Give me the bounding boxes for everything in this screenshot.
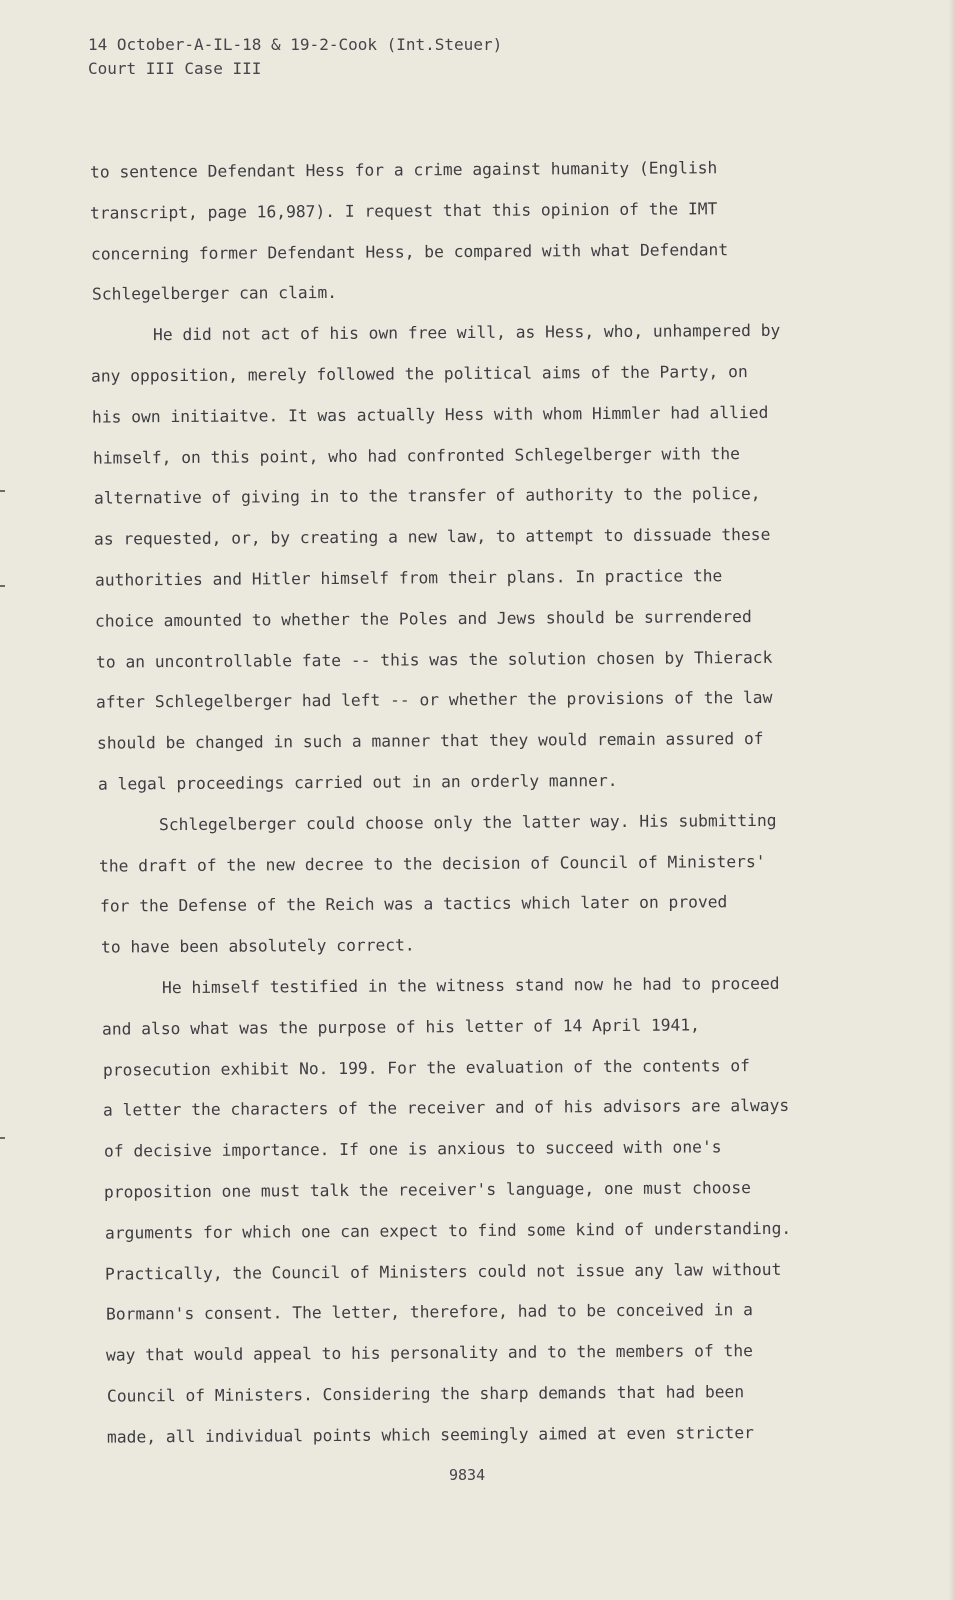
text-line: proposition one must talk the receiver's language, one must choose bbox=[103, 1177, 752, 1202]
text-line: alternative of giving in to the transfer of authority to the police, bbox=[93, 484, 761, 508]
header-line-1: 14 October-A-IL-18 & 19-2-Cook (Int.Steuer) bbox=[88, 35, 503, 54]
margin-mark bbox=[0, 490, 5, 492]
text-line: transcript, page 16,987). I request that this opinion of the IMT bbox=[89, 199, 718, 223]
document-body bbox=[90, 150, 830, 1456]
margin-mark bbox=[0, 1137, 5, 1139]
text-line: and also what was the purpose of his letter of 14 April 1941, bbox=[101, 1015, 700, 1039]
text-line: any opposition, merely followed the political aims of the Party, on bbox=[90, 361, 748, 386]
text-line: as requested, or, by creating a new law, to attempt to dissuade these bbox=[93, 525, 771, 549]
text-line: to sentence Defendant Hess for a crime against humanity (English bbox=[89, 158, 718, 182]
text-line: of decisive importance. If one is anxious to succeed with one's bbox=[103, 1137, 722, 1161]
text-line: Schlegelberger could choose only the latter way. His submitting bbox=[158, 810, 777, 834]
margin-mark bbox=[0, 585, 5, 587]
text-line: to have been absolutely correct. bbox=[100, 935, 415, 957]
text-line: for the Defense of the Reich was a tactics which later on proved bbox=[99, 892, 728, 916]
text-line: Schlegelberger can claim. bbox=[91, 283, 338, 304]
text-line: concerning former Defendant Hess, be compared with what Defendant bbox=[90, 239, 729, 264]
text-line: a legal proceedings carried out in an orderly manner. bbox=[97, 770, 618, 794]
text-line: Bormann's consent. The letter, therefore, had to be conceived in a bbox=[105, 1300, 754, 1324]
header-line-2: Court III Case III bbox=[88, 59, 262, 78]
text-line: to an uncontrollable fate -- this was the solution chosen by Thierack bbox=[95, 647, 773, 672]
text-line: choice amounted to whether the Poles and Jews should be surrendered bbox=[94, 606, 752, 631]
text-line: made, all individual points which seemingly aimed at even stricter bbox=[106, 1422, 755, 1447]
text-line: He himself testified in the witness stand now he had to proceed bbox=[161, 973, 780, 998]
text-line: his own initiaitve. It was actually Hess with whom Himmler had allied bbox=[91, 402, 769, 427]
text-line: the draft of the new decree to the decision of Council of Ministers' bbox=[98, 851, 766, 876]
text-line: after Schlegelberger had left -- or whether the provisions of the law bbox=[95, 688, 773, 712]
text-line: Council of Ministers. Considering the sharp demands that had been bbox=[106, 1382, 745, 1406]
text-line: He did not act of his own free will, as Hess, who, unhampered by bbox=[152, 320, 781, 345]
text-line: authorities and Hitler himself from their plans. In practice the bbox=[94, 566, 723, 590]
text-line: a letter the characters of the receiver and of his advisors are always bbox=[102, 1096, 790, 1120]
text-line: himself, on this point, who had confronted Schlegelberger with the bbox=[92, 443, 741, 468]
page-number: 9834 bbox=[449, 1466, 486, 1484]
document-header bbox=[88, 33, 502, 81]
text-line: should be changed in such a manner that they would remain assured of bbox=[96, 729, 764, 753]
text-line: way that would appeal to his personality and to the members of the bbox=[105, 1341, 754, 1365]
text-line: Practically, the Council of Ministers could not issue any law without bbox=[104, 1259, 782, 1284]
text-line: arguments for which one can expect to find some kind of understanding. bbox=[104, 1218, 792, 1243]
text-line: prosecution exhibit No. 199. For the evaluation of the contents of bbox=[102, 1055, 751, 1080]
paper-edge bbox=[949, 0, 955, 1600]
